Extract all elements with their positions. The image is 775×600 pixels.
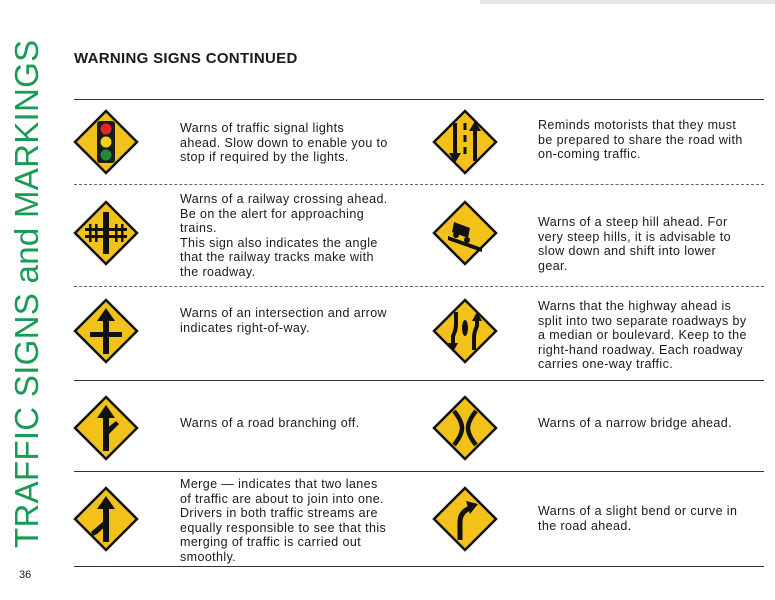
rule-bottom bbox=[74, 566, 764, 567]
narrow-bridge-icon bbox=[432, 395, 498, 461]
row-divider bbox=[74, 184, 764, 185]
two-way-traffic-icon bbox=[432, 109, 498, 175]
intersection-right-of-way-icon bbox=[73, 298, 139, 364]
row-divider bbox=[74, 286, 764, 287]
sign-description: Warns of a narrow bridge ahead. bbox=[538, 416, 732, 430]
sign-description: Warns of a railway crossing ahead. Be on the alert for approaching trains. This sign also indicates the angle that the railway tracks make with the roadway. bbox=[180, 192, 388, 279]
sign-description: Reminds motorists that they must be prepared to share the road with on-coming traffic. bbox=[538, 118, 743, 162]
row-divider bbox=[74, 471, 764, 472]
sign-description: Warns that the highway ahead is split into two separate roadways by a median or boulevard. Keep to the right-hand roadway. Each roadway carries one-way traffic. bbox=[538, 299, 747, 372]
road-branching-off-icon bbox=[73, 395, 139, 461]
merge-icon bbox=[73, 486, 139, 552]
row-divider bbox=[74, 380, 764, 381]
sign-description: Merge — indicates that two lanes of traffic are about to join into one. Drivers in both traffic streams are equally responsible to see that this merging of traffic is carried out smoothly. bbox=[180, 477, 387, 564]
railway-crossing-icon bbox=[73, 200, 139, 266]
scan-edge bbox=[480, 0, 775, 4]
rule-top bbox=[74, 99, 764, 100]
divided-highway-icon bbox=[432, 298, 498, 364]
sign-description: Warns of an intersection and arrow indicates right-of-way. bbox=[180, 306, 387, 335]
sign-description: Warns of a slight bend or curve in the road ahead. bbox=[538, 504, 738, 533]
traffic-signal-ahead-icon bbox=[73, 109, 139, 175]
page-heading: WARNING SIGNS CONTINUED bbox=[74, 50, 298, 67]
sign-description: Warns of a steep hill ahead. For very steep hills, it is advisable to slow down and shift into lower gear. bbox=[538, 215, 731, 273]
steep-hill-icon bbox=[432, 200, 498, 266]
sign-description: Warns of traffic signal lights ahead. Slow down to enable you to stop if required by the lights. bbox=[180, 121, 388, 165]
sign-description: Warns of a road branching off. bbox=[180, 416, 360, 430]
page-number: 36 bbox=[19, 569, 32, 581]
slight-bend-icon bbox=[432, 486, 498, 552]
